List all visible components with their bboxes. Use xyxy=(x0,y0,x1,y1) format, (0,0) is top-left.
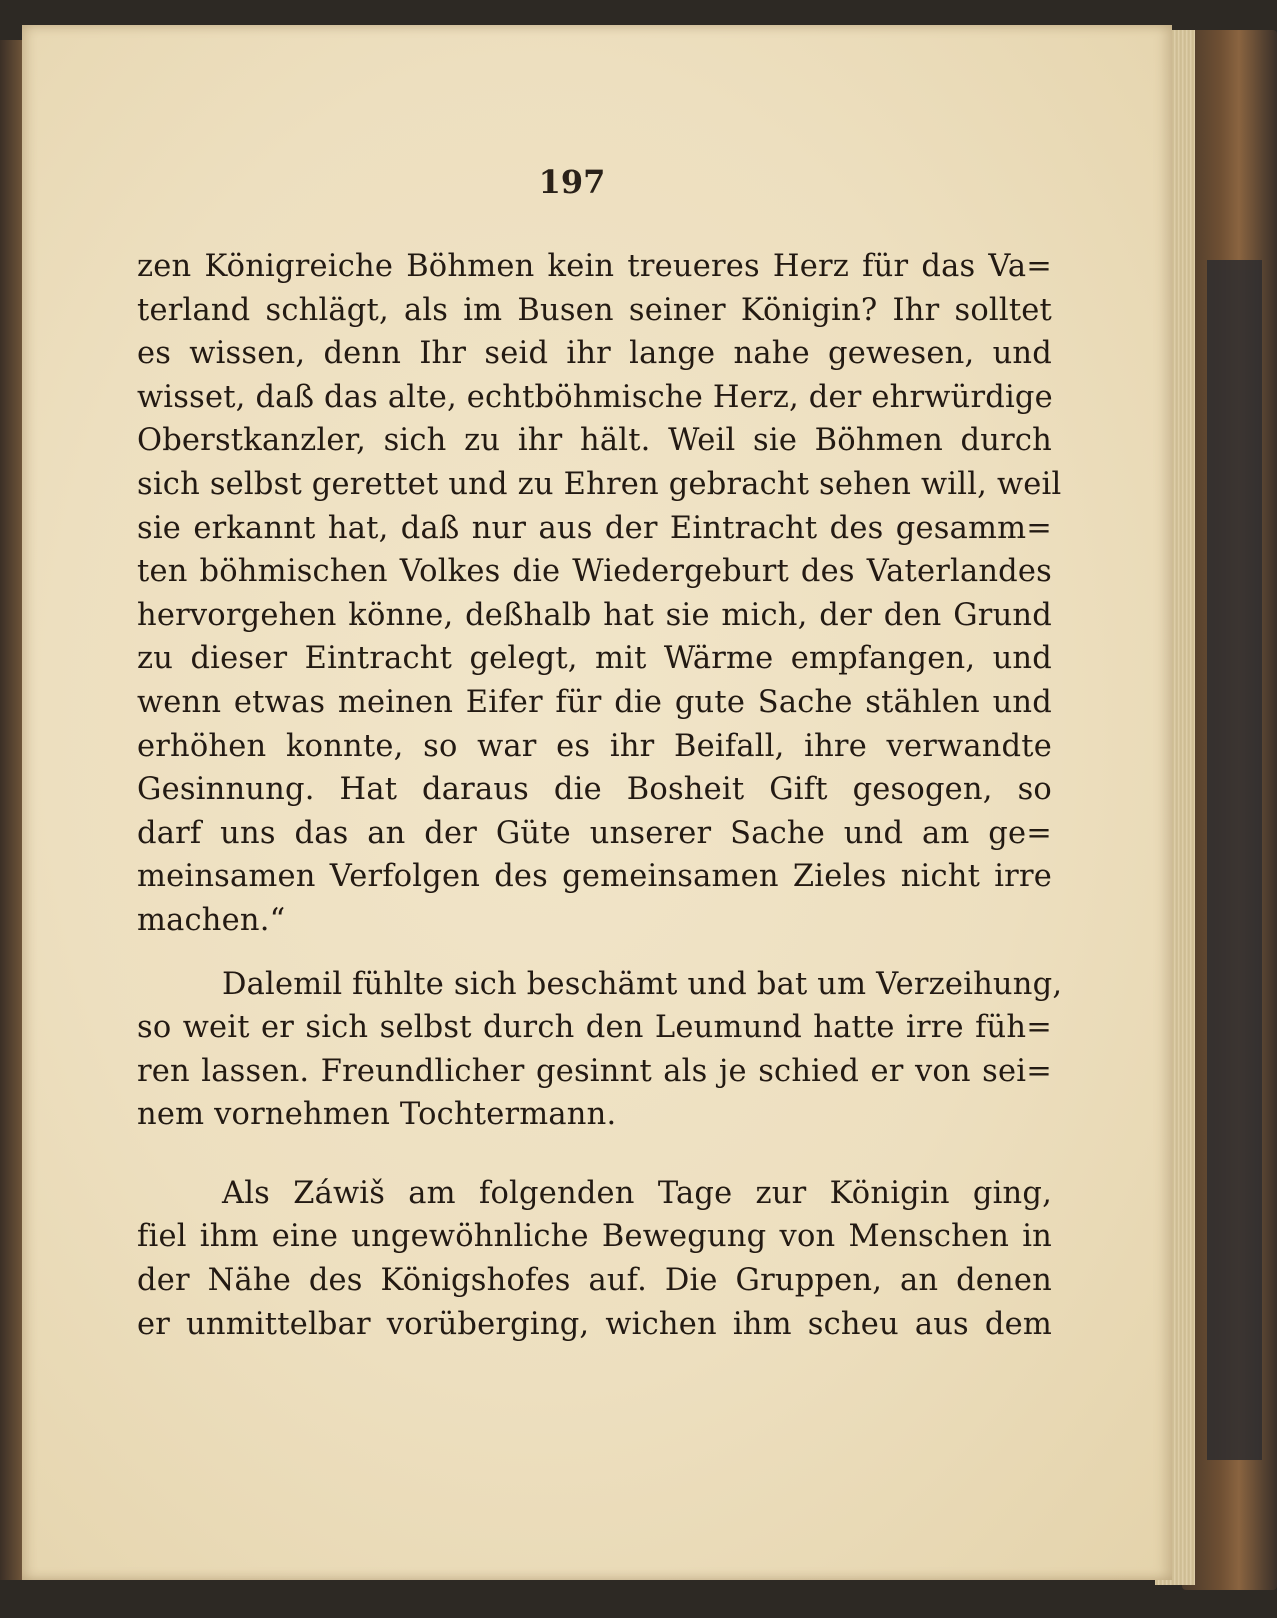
book-cover-right-edge xyxy=(1182,30,1277,1590)
text-line: nem vornehmen Tochtermann. xyxy=(137,1097,617,1133)
text-line: meinsamen Verfolgen des gemeinsamen Zieles nicht irre xyxy=(137,859,1052,895)
text-line: ren lassen. Freundlicher gesinnt als je schied er von sei= xyxy=(137,1053,1052,1089)
text-line: Oberstkanzler, sich zu ihr hält. Weil sie Böhmen durch xyxy=(137,423,1052,459)
text-line: sie erkannt hat, daß nur aus der Eintracht des gesamm= xyxy=(137,510,1052,546)
text-line: ten böhmischen Volkes die Wiedergeburt des Vaterlandes xyxy=(137,554,1052,590)
text-line: Als Záwiš am folgenden Tage zur Königin ging, xyxy=(222,1175,1052,1211)
text-line: erhöhen konnte, so war es ihr Beifall, ihre verwandte xyxy=(137,728,1052,764)
text-line: zu dieser Eintracht gelegt, mit Wärme empfangen, und xyxy=(137,641,1052,677)
paragraph-spacer xyxy=(137,943,1052,963)
text-line: darf uns das an der Güte unserer Sache und am ge= xyxy=(137,815,1052,851)
text-line: zen Königreiche Böhmen kein treueres Herz für das Va= xyxy=(137,249,1052,284)
page-number: 197 xyxy=(538,163,606,201)
text-line: terland schlägt, als im Busen seiner Königin? Ihr solltet xyxy=(137,292,1052,328)
text-line: es wissen, denn Ihr seid ihr lange nahe gewesen, und xyxy=(137,336,1052,372)
body-text xyxy=(137,245,1063,1346)
paragraph-2 xyxy=(137,963,1063,1137)
text-line: sich selbst gerettet und zu Ehren gebracht sehen will, weil xyxy=(137,466,1062,502)
text-line: der Nähe des Königshofes auf. Die Gruppen, an denen xyxy=(137,1263,1052,1299)
text-line: fiel ihm eine ungewöhnliche Bewegung von Menschen in xyxy=(137,1219,1052,1255)
book-page xyxy=(22,25,1172,1580)
text-line: wenn etwas meinen Eifer für die gute Sache stählen und xyxy=(137,684,1052,720)
cover-dark-patch xyxy=(1207,260,1262,1460)
text-line: machen.“ xyxy=(137,902,286,938)
text-line: so weit er sich selbst durch den Leumund hatte irre füh= xyxy=(137,1010,1052,1046)
paragraph-spacer xyxy=(137,1137,1052,1172)
text-line: Dalemil fühlte sich beschämt und bat um Verzeihung, xyxy=(222,966,1063,1002)
paragraph-1 xyxy=(137,245,1062,943)
text-line: er unmittelbar vorüberging, wichen ihm scheu aus dem xyxy=(137,1306,1052,1342)
text-line: wisset, daß das alte, echtböhmische Herz, der ehrwürdige xyxy=(137,379,1053,415)
text-line: hervorgehen könne, deßhalb hat sie mich, der den Grund xyxy=(137,597,1052,633)
paragraph-3 xyxy=(137,1172,1052,1346)
text-line: Gesinnung. Hat daraus die Bosheit Gift gesogen, so xyxy=(137,772,1052,808)
